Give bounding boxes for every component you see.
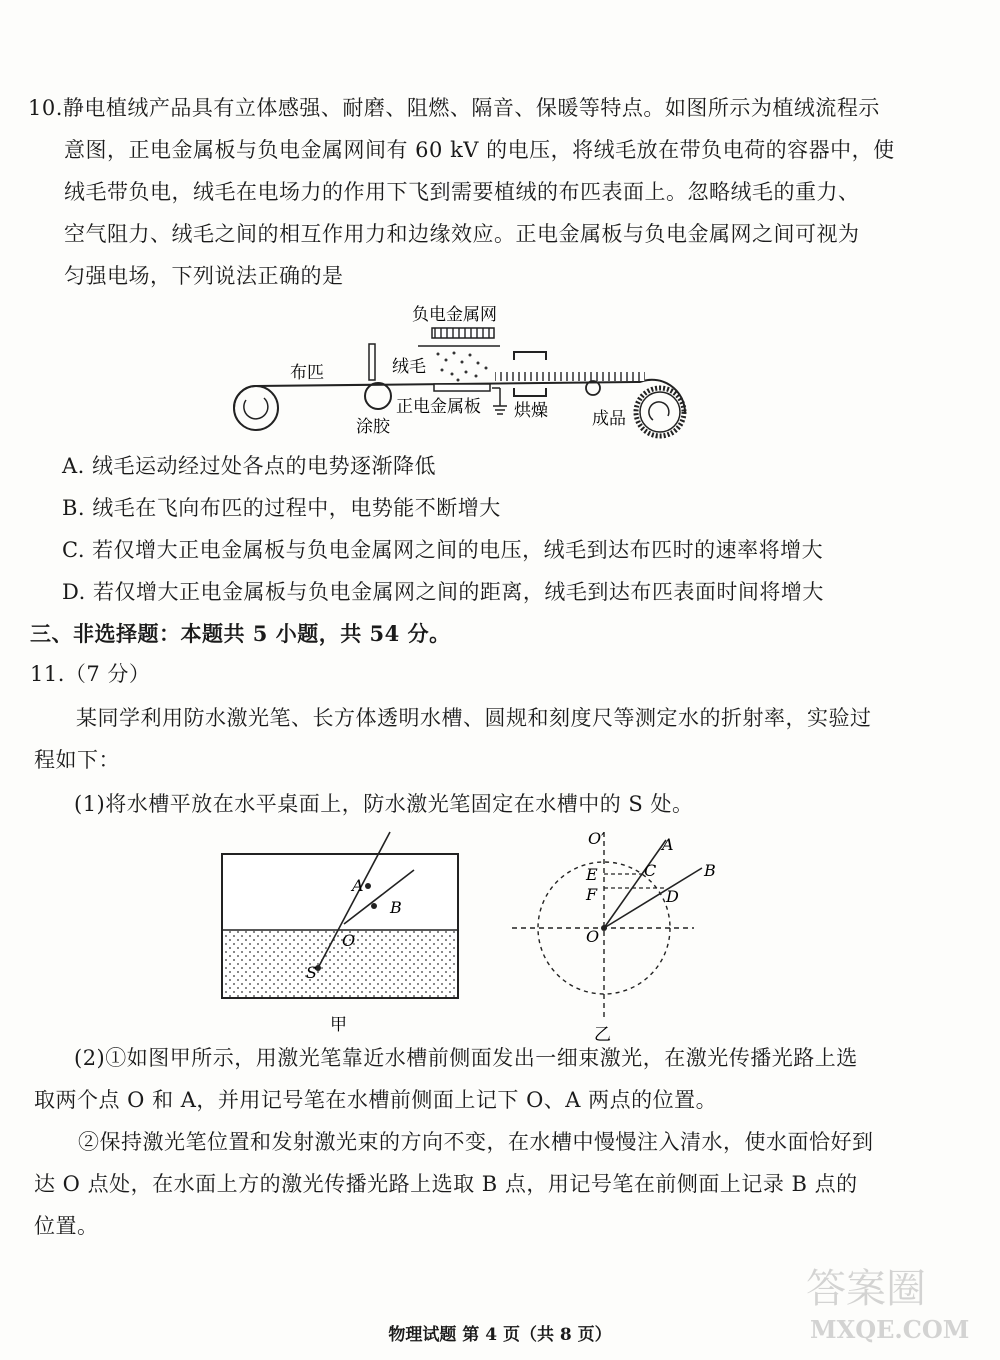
q10-line-1: 10.静电植绒产品具有立体感强、耐磨、阻燃、隔音、保暖等特点。如图所示为植绒流程示	[28, 96, 880, 120]
page-footer: 物理试题 第 4 页（共 8 页）	[388, 1325, 612, 1345]
ray-oa	[604, 840, 666, 928]
yi-label-b: B	[704, 861, 716, 880]
jia-label-b: B	[390, 898, 402, 917]
figure-yi	[506, 818, 746, 1048]
q11-step-2-line-3: ②保持激光笔位置和发射激光束的方向不变，在水槽中慢慢注入清水，使水面恰好到	[78, 1130, 874, 1154]
svg-text:答案圈: 答案圈	[806, 1266, 926, 1312]
q11-header: 11.（7 分）	[30, 662, 151, 686]
q10-line-4: 空气阻力、绒毛之间的相互作用力和边缘效应。正电金属板与负电金属网之间可视为	[64, 222, 860, 246]
glue-roller	[365, 383, 391, 409]
q10-option-b: B. 绒毛在飞向布匹的过程中，电势能不断增大	[62, 496, 501, 520]
figure-jia	[212, 818, 472, 1048]
label-dry: 烘燥	[514, 401, 548, 421]
yi-caption: 乙	[594, 1025, 611, 1045]
dryer-bottom	[514, 388, 546, 396]
yi-label-o: O	[586, 927, 600, 946]
label-product: 成品	[592, 409, 626, 429]
jia-label-o: O	[342, 931, 356, 950]
q10-option-c: C. 若仅增大正电金属板与负电金属网之间的电压，绒毛到达布匹时的速率将增大	[62, 538, 824, 562]
watermark-logo	[796, 1252, 986, 1352]
product-roll	[636, 388, 684, 436]
water-body	[223, 930, 457, 997]
q10-line-3: 绒毛带负电，绒毛在电场力的作用下飞到需要植绒的布匹表面上。忽略绒毛的重力、	[64, 180, 860, 204]
yi-label-a: A	[662, 835, 674, 854]
section-3-heading: 三、非选择题：本题共 5 小题，共 54 分。	[30, 621, 451, 646]
label-fluff: 绒毛	[392, 357, 426, 377]
yi-label-f: F	[586, 885, 598, 904]
jia-label-s: S	[306, 963, 317, 982]
q11-step-2-line-5: 位置。	[34, 1214, 99, 1238]
label-glue: 涂胶	[356, 417, 390, 437]
label-cloth: 布匹	[290, 363, 324, 383]
positive-plate	[434, 384, 490, 391]
yi-label-d: D	[666, 887, 679, 906]
dryer-top	[514, 352, 546, 360]
q11-intro-2: 程如下：	[34, 748, 120, 772]
q11-step-2-line-2: 取两个点 O 和 A，并用记号笔在水槽前侧面上记下 O、A 两点的位置。	[34, 1088, 718, 1112]
jia-caption: 甲	[330, 1015, 347, 1035]
q10-line-5: 匀强电场，下列说法正确的是	[64, 264, 344, 288]
negative-mesh	[432, 328, 494, 338]
q11-step-1: (1)将水槽平放在水平桌面上，防水激光笔固定在水槽中的 S 处。	[74, 792, 694, 816]
fluff-particles	[437, 352, 488, 382]
q10-option-a: A. 绒毛运动经过处各点的电势逐渐降低	[62, 454, 437, 478]
q10-line-2: 意图，正电金属板与负电金属网间有 60 kV 的电压，将绒毛放在带负电荷的容器中，使	[64, 138, 895, 162]
q10-option-d: D. 若仅增大正电金属板与负电金属网之间的距离，绒毛到达布匹表面时间将增大	[62, 580, 824, 604]
q11-step-2-line-1: (2)①如图甲所示，用激光笔靠近水槽前侧面发出一细束激光，在激光传播光路上选	[74, 1046, 858, 1070]
flocking-diagram	[0, 296, 1000, 446]
jia-label-a: A	[352, 876, 364, 895]
q11-intro-1: 某同学利用防水激光笔、长方体透明水槽、圆规和刻度尺等测定水的折射率，实验过	[76, 706, 872, 730]
q11-step-2-line-4: 达 O 点处，在水面上方的激光传播光路上选取 B 点，用记号笔在前侧面上记录 B 点的	[34, 1172, 858, 1196]
yi-label-e: E	[586, 865, 598, 884]
yi-label-oprime: O′	[588, 829, 605, 848]
yi-label-c: C	[644, 861, 657, 880]
label-neg-mesh: 负电金属网	[412, 305, 497, 325]
label-pos-plate: 正电金属板	[396, 397, 481, 417]
svg-text:MXQE.COM: MXQE.COM	[810, 1315, 970, 1344]
